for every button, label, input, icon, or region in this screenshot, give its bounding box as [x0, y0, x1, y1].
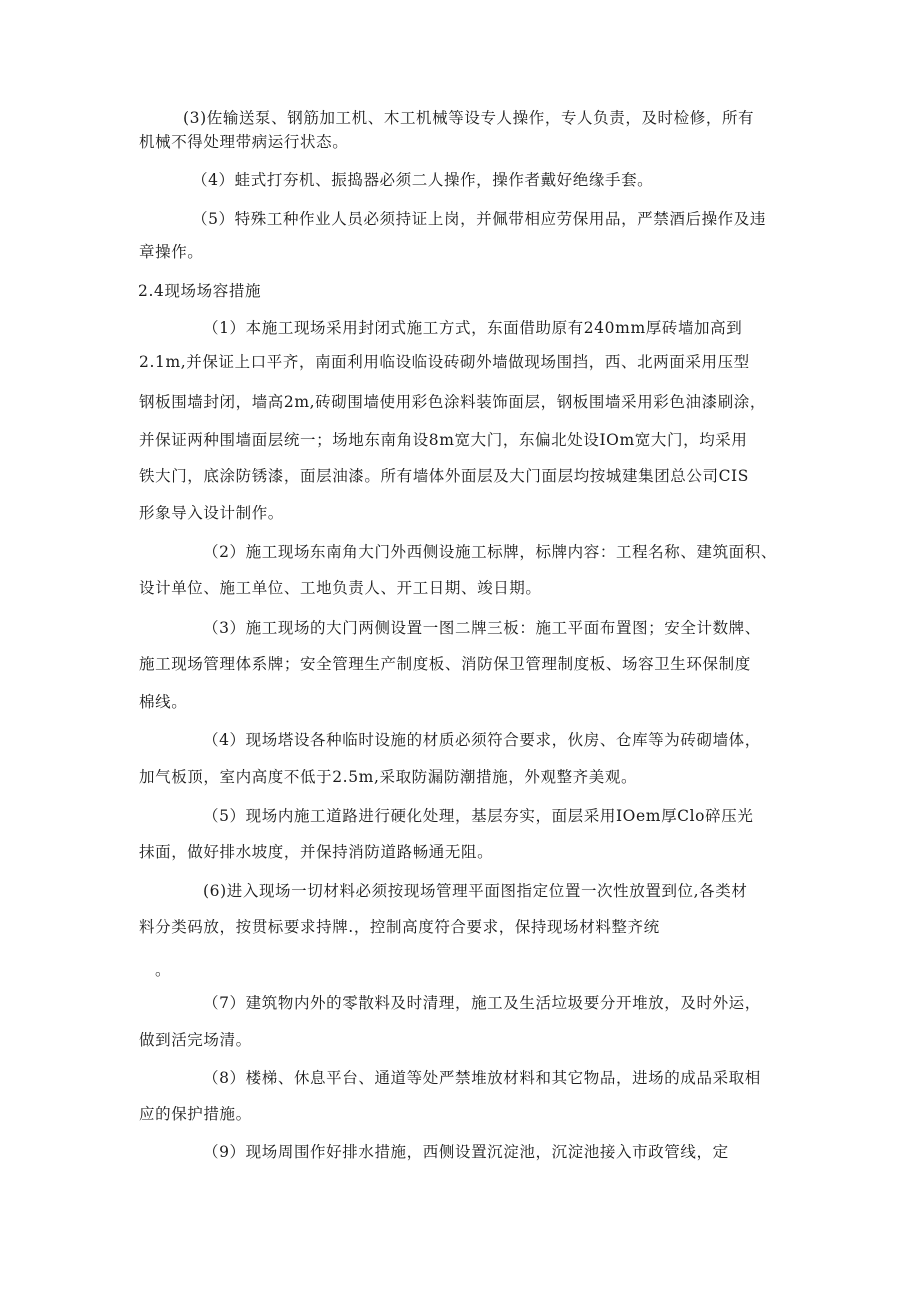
paragraph-line: (3)佐输送泵、钢筋加工机、木工机械等设专人操作，专人负责，及时检修，所有 — [183, 109, 755, 127]
paragraph-line: 料分类码放，按贯标要求持牌.，控制高度符合要求，保持现场材料整齐统 — [139, 918, 660, 936]
paragraph-line: 章操作。 — [139, 243, 204, 261]
paragraph-line: （5）现场内施工道路进行硬化处理，基层夯实，面层采用IOem厚Clo碎压光 — [203, 807, 754, 825]
paragraph-line: 。 — [155, 961, 172, 979]
paragraph-line: （1）本施工现场采用封闭式施工方式，东面借助原有240mm厚砖墙加高到 — [203, 319, 743, 337]
paragraph-line: （8）楼梯、休息平台、通道等处严禁堆放材料和其它物品，进场的成品采取相 — [203, 1069, 761, 1087]
paragraph-line: 做到活完场清。 — [139, 1031, 252, 1049]
paragraph-line: 钢板围墙封闭，墙高2m,砖砌围墙使用彩色涂料装饰面层，钢板围墙采用彩色油漆刷涂， — [139, 393, 766, 411]
paragraph-line: 铁大门，底涂防锈漆，面层油漆。所有墙体外面层及大门面层均按城建集团总公司CIS — [139, 467, 750, 485]
paragraph-line: （9）现场周围作好排水措施，西侧设置沉淀池，沉淀池接入市政管线，定 — [203, 1143, 729, 1161]
paragraph-line: 棉线。 — [139, 693, 188, 711]
paragraph-line: 加气板顶，室内高度不低于2.5m,采取防漏防潮措施，外观整齐美观。 — [139, 768, 638, 786]
paragraph-line: 应的保护措施。 — [139, 1105, 252, 1123]
paragraph-line: 并保证两种围墙面层统一；场地东南角设8m宽大门，东偏北处设IOm宽大门，均采用 — [139, 431, 748, 449]
paragraph-line: （5）特殊工种作业人员必须持证上岗，并佩带相应劳保用品，严禁酒后操作及违 — [192, 210, 766, 228]
section-heading: 2.4现场场容措施 — [138, 282, 262, 300]
paragraph-line: （4）现场塔设各种临时设施的材质必须符合要求，伙房、仓库等为砖砌墙体， — [203, 731, 761, 749]
paragraph-line: （2）施工现场东南角大门外西侧设施工标牌，标牌内容：工程名称、建筑面积、 — [203, 543, 777, 561]
paragraph-line: 施工现场管理体系牌；安全管理生产制度板、消防保卫管理制度板、场容卫生环保制度 — [139, 655, 751, 673]
paragraph-line: 2.1m,并保证上口平齐，南面利用临设临设砖砌外墙做现场围挡，西、北两面采用压型 — [139, 353, 750, 371]
paragraph-line: 形象导入设计制作。 — [139, 504, 284, 522]
paragraph-line: 设计单位、施工单位、工地负责人、开工日期、竣日期。 — [139, 579, 542, 597]
paragraph-line: （3）施工现场的大门两侧设置一图二牌三板：施工平面布置图；安全计数牌、 — [203, 619, 761, 637]
paragraph-line: (6)进入现场一切材料必须按现场管理平面图指定位置一次性放置到位,各类材 — [203, 882, 748, 900]
paragraph-line: 抹面，做好排水坡度，并保持消防道路畅通无阻。 — [139, 843, 494, 861]
paragraph-line: 机械不得处理带病运行状态。 — [139, 133, 349, 151]
paragraph-line: （4）蛙式打夯机、振捣器必须二人操作，操作者戴好绝缘手套。 — [192, 171, 654, 189]
paragraph-line: （7）建筑物内外的零散料及时清理，施工及生活垃圾要分开堆放，及时外运， — [203, 994, 761, 1012]
